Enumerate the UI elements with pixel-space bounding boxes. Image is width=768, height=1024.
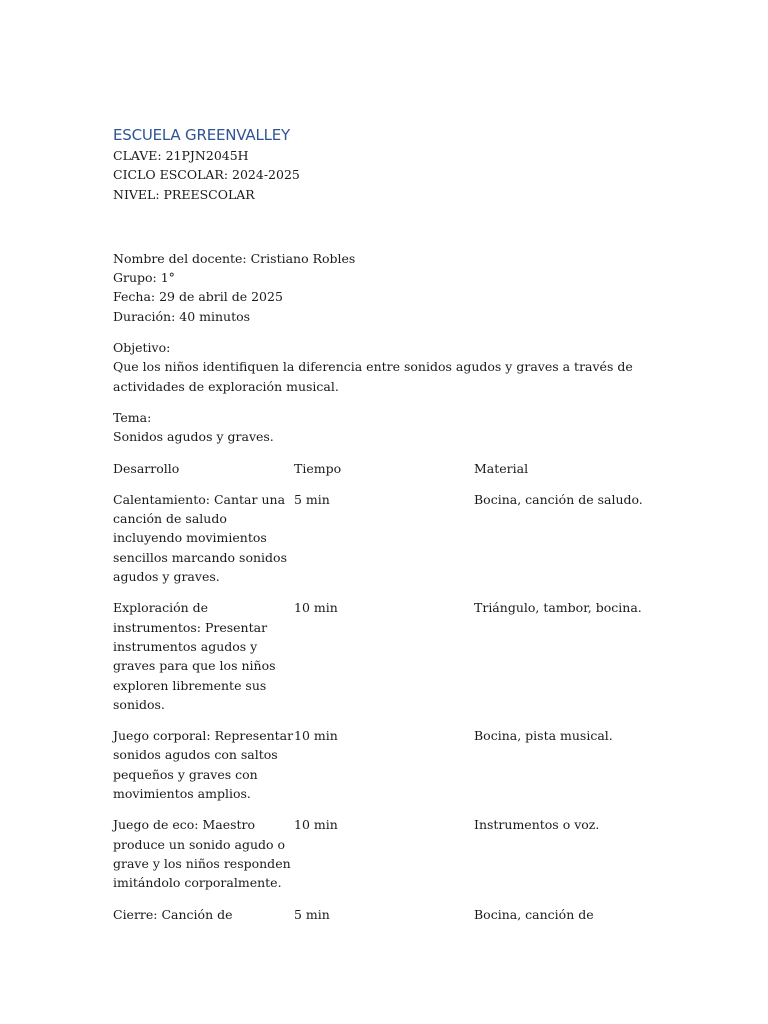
header-material: Material	[474, 460, 529, 476]
cell-material: Bocina, canción de	[474, 906, 594, 922]
objective-section	[113, 338, 653, 396]
cell-material: Triángulo, tambor, bocina.	[474, 600, 642, 616]
date: Fecha: 29 de abril de 2025	[113, 289, 283, 305]
objective-text: Que los niños identifiquen la diferencia entre sonidos agudos y graves a través de actividades de exploración musical.	[113, 359, 633, 394]
topic-section	[113, 408, 653, 447]
cell-time: 5 min	[294, 906, 330, 922]
table-row	[113, 815, 653, 904]
school-cycle: CICLO ESCOLAR: 2024-2025	[113, 167, 300, 183]
cell-material: Bocina, canción de saludo.	[474, 491, 643, 507]
table-row	[113, 905, 653, 936]
document-page	[113, 125, 653, 936]
objective-label: Objetivo:	[113, 340, 171, 356]
table-row	[113, 598, 653, 726]
cell-time: 10 min	[294, 600, 338, 616]
activities-table	[113, 459, 653, 936]
cell-material: Instrumentos o voz.	[474, 817, 600, 833]
cell-development: Exploración de instrumentos: Presentar instrumentos agudos y graves para que los niños exploren libremente sus sonidos.	[113, 600, 276, 712]
table-row	[113, 726, 653, 815]
header-time: Tiempo	[294, 460, 342, 476]
header-development: Desarrollo	[113, 460, 180, 476]
duration: Duración: 40 minutos	[113, 308, 251, 324]
cell-development: Juego corporal: Representar sonidos agudos con saltos pequeños y graves con movimientos amplios.	[113, 728, 294, 802]
cell-development: Calentamiento: Cantar una canción de saludo incluyendo movimientos sencillos marcando sonidos agudos y graves.	[113, 491, 287, 585]
cell-time: 10 min	[294, 728, 338, 744]
cell-development: Cierre: Canción de	[113, 906, 233, 922]
group: Grupo: 1°	[113, 270, 175, 286]
teacher-name: Nombre del docente: Cristiano Robles	[113, 250, 356, 266]
cell-development: Juego de eco: Maestro produce un sonido agudo o grave y los niños responden imitándolo corporalmente.	[113, 817, 291, 891]
cell-time: 10 min	[294, 817, 338, 833]
topic-text: Sonidos agudos y graves.	[113, 429, 274, 445]
session-info	[113, 249, 653, 326]
cell-time: 5 min	[294, 491, 330, 507]
school-code: CLAVE: 21PJN2045H	[113, 148, 249, 163]
school-name: ESCUELA GREENVALLEY	[113, 126, 290, 144]
school-level: NIVEL: PREESCOLAR	[113, 186, 255, 202]
cell-material: Bocina, pista musical.	[474, 728, 613, 744]
table-header-row	[113, 459, 653, 490]
table-row	[113, 490, 653, 598]
topic-label: Tema:	[113, 409, 152, 425]
